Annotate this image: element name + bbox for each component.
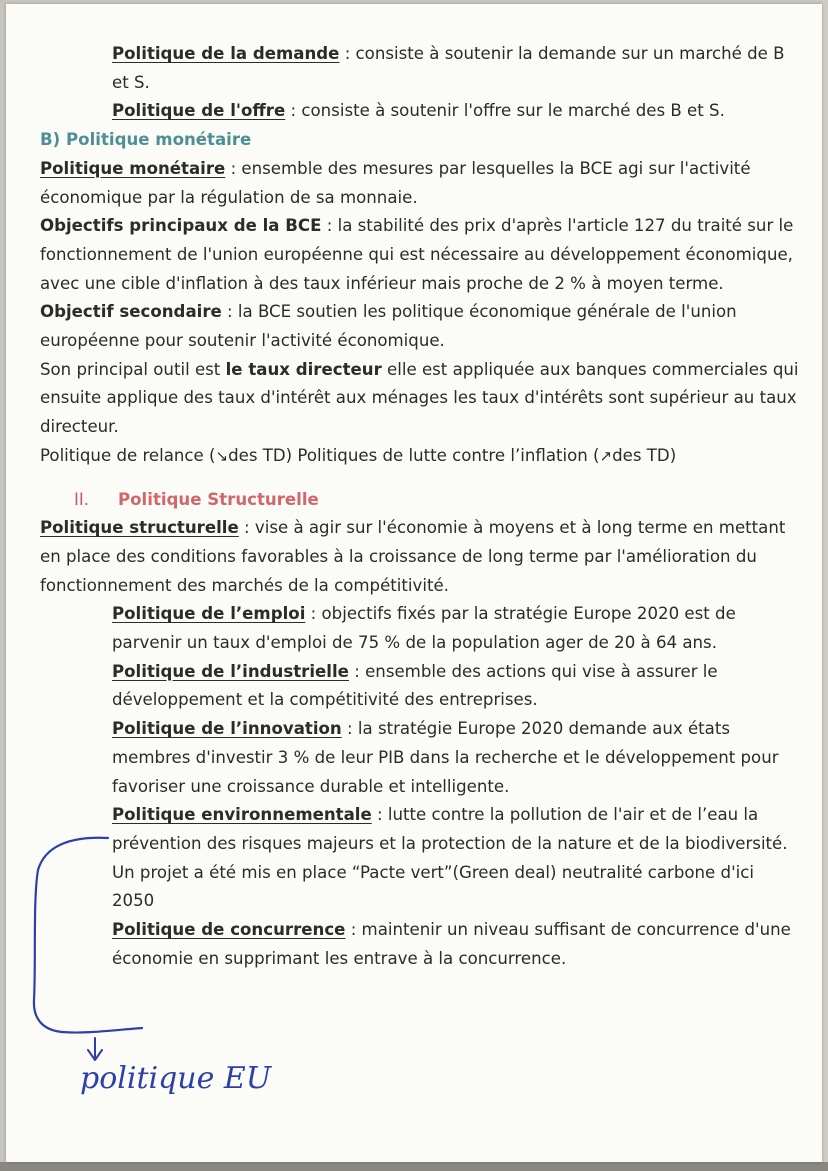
- term-politique-concurrence: Politique de concurrence: [112, 920, 346, 940]
- text-run: des TD) Politiques de lutte contre l’inflation (: [228, 445, 600, 465]
- paragraph-taux-directeur: [40, 356, 800, 442]
- definition-text: : lutte contre la pollution de l'air et de l’eau la prévention des risques majeurs et la protection de la nature et de la biodiversité. Un projet a été mis en place “Pacte vert”(Green deal) neutralité carbone d'ici 2050: [112, 805, 788, 911]
- paragraph-objectif-secondaire: [40, 298, 800, 355]
- text-run: elle est appliquée aux banques commerciales qui ensuite applique des taux d'intérêt aux ménages les taux d'intérêts sont supérieur au taux directeur.: [40, 359, 799, 437]
- term-taux-directeur: le taux directeur: [225, 359, 382, 379]
- paragraph-politique-structurelle: [40, 514, 800, 600]
- term-politique-monetaire: Politique monétaire: [40, 158, 226, 178]
- paragraph-politique-concurrence: [40, 916, 800, 973]
- definition-text: : la BCE soutien les politique économique générale de l'union européenne pour soutenir l'activité économique.: [40, 302, 737, 351]
- definition-text: : objectifs fixés par la stratégie Europe 2020 est de parvenir un taux d'emploi de 75 % de la population ager de 20 à 64 ans.: [112, 604, 736, 653]
- handwritten-note: politique EU: [80, 1061, 272, 1096]
- definition-text: : consiste à soutenir l'offre sur le marché des B et S.: [285, 101, 725, 121]
- paragraph-politique-monetaire: [40, 155, 800, 212]
- scan-edge-right: [822, 0, 828, 1171]
- paragraph-politique-demande: [40, 40, 800, 97]
- arrow-down-icon: ↘: [215, 446, 229, 465]
- section-title: Politique Structurelle: [118, 489, 319, 509]
- paragraph-objectifs-bce: [40, 212, 800, 298]
- section-heading-b: B) Politique monétaire: [40, 130, 252, 150]
- term-politique-industrielle: Politique de l’industrielle: [112, 661, 349, 681]
- term-politique-structurelle: Politique structurelle: [40, 518, 239, 538]
- term-politique-offre: Politique de l'offre: [112, 101, 286, 121]
- paragraph-politique-industrielle: [40, 658, 800, 715]
- paragraph-relance-inflation: [40, 442, 800, 471]
- section-heading-ii: [40, 486, 800, 515]
- definition-text: : maintenir un niveau suffisant de concurrence d'une économie en supprimant les entrave à la concurrence.: [112, 920, 791, 968]
- definition-text: : consiste à soutenir la demande sur un marché de B et S.: [112, 44, 785, 92]
- definition-text: : la stabilité des prix d'après l'article 127 du traité sur le fonctionnement de l'union européenne qui est nécessaire au développement économique, avec une cible d'inflation à des taux inférieur mais proche de 2 % à moyen terme.: [40, 216, 794, 293]
- text-run: Politique de relance (: [40, 445, 216, 465]
- text-run: Son principal outil est: [40, 359, 226, 379]
- paragraph-politique-innovation: [40, 715, 800, 801]
- paragraph-politique-emploi: [40, 600, 800, 657]
- term-objectifs-bce: Objectifs principaux de la BCE: [40, 216, 322, 236]
- document-content: [40, 40, 800, 974]
- term-politique-environnementale: Politique environnementale: [112, 805, 372, 825]
- arrow-up-icon: ↗: [599, 446, 613, 465]
- term-objectif-secondaire: Objectif secondaire: [40, 302, 222, 322]
- paragraph-politique-environnementale: [40, 801, 800, 916]
- term-politique-demande: Politique de la demande: [112, 44, 340, 63]
- definition-text: : ensemble des mesures par lesquelles la BCE agi sur l'activité économique par la régulation de sa monnaie.: [40, 158, 751, 207]
- scan-edge-bottom: [0, 1162, 828, 1171]
- definition-text: : ensemble des actions qui vise à assurer le développement et la compétitivité des entreprises.: [112, 661, 718, 710]
- paragraph-politique-offre: [40, 97, 800, 126]
- term-politique-emploi: Politique de l’emploi: [112, 604, 306, 624]
- section-number: II.: [74, 489, 90, 509]
- text-run: des TD): [612, 445, 677, 465]
- term-politique-innovation: Politique de l’innovation: [112, 719, 342, 739]
- definition-text: : vise à agir sur l'économie à moyens et à long terme en mettant en place des conditions favorables à la croissance de long terme par l'amélioration du fonctionnement des marchés de la compétitivité.: [40, 518, 786, 595]
- definition-text: : la stratégie Europe 2020 demande aux états membres d'investir 3 % de leur PIB dans la recherche et le développement pour favoriser une croissance durable et intelligente.: [112, 719, 779, 796]
- spacer: [40, 471, 800, 486]
